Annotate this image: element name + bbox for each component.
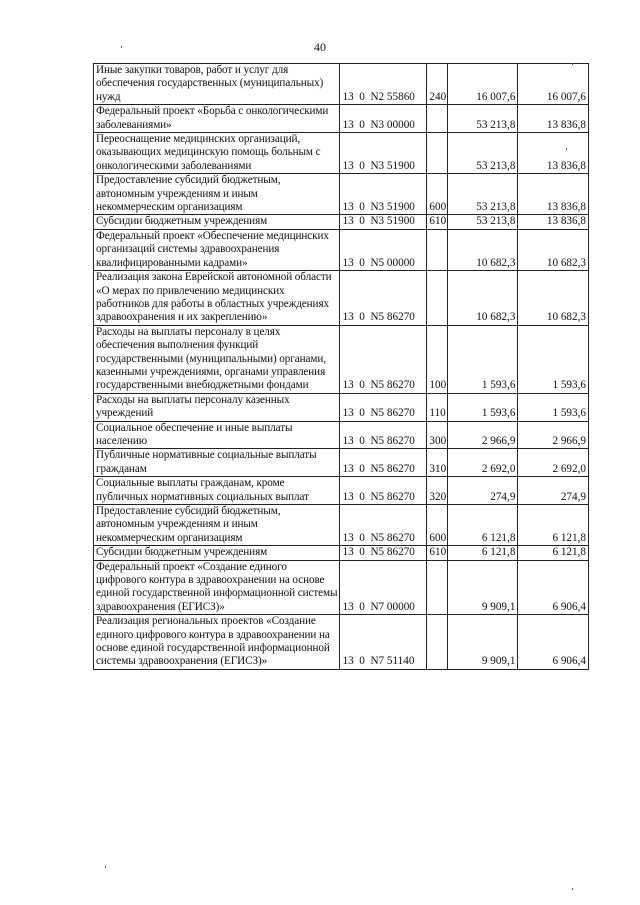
row-amount-2: 6 906,4 <box>518 560 589 615</box>
table-row <box>94 560 589 615</box>
row-amount-1: 10 682,3 <box>447 271 518 326</box>
row-amount-1: 1 593,6 <box>447 325 518 393</box>
row-amount-1: 53 213,8 <box>447 133 518 174</box>
row-code: 13 0 N5 86270 <box>340 477 427 505</box>
table-row <box>94 271 589 326</box>
row-name: Иные закупки товаров, работ и услуг для обеспечения государственных (муниципальных) нужд <box>94 64 340 105</box>
row-name: Федеральный проект «Борьба с онкологическими заболеваниями» <box>94 105 340 133</box>
row-code: 13 0 N3 51900 <box>340 174 427 215</box>
row-code: 13 0 N5 86270 <box>340 449 427 477</box>
row-code: 13 0 N5 86270 <box>340 325 427 393</box>
row-code: 13 0 N5 86270 <box>340 393 427 421</box>
row-expense-type: 320 <box>427 477 447 505</box>
row-expense-type <box>427 560 447 615</box>
row-name: Федеральный проект «Создание единого цифрового контура в здравоохранении на основе единой государственной информационной системы здравоохранения (ЕГИСЗ)» <box>94 560 340 615</box>
row-amount-1: 274,9 <box>447 477 518 505</box>
row-name: Переоснащение медицинских организаций, оказывающих медицинскую помощь больным с онкологическими заболеваниями <box>94 133 340 174</box>
row-code: 13 0 N5 86270 <box>340 546 427 560</box>
table-row <box>94 449 589 477</box>
row-name: Предоставление субсидий бюджетным, автономным учреждениям и иным некоммерческим организациям <box>94 505 340 546</box>
row-amount-1: 2 692,0 <box>447 449 518 477</box>
row-expense-type: 240 <box>427 64 447 105</box>
row-name: Расходы на выплаты персоналу в целях обеспечения выполнения функций государственными (муниципальными) органами, казенными учреждениями, органами управления государственными внебюджетными фондами <box>94 325 340 393</box>
table-row <box>94 64 589 105</box>
table-row <box>94 229 589 270</box>
row-amount-1: 2 966,9 <box>447 421 518 449</box>
scan-speck <box>572 888 573 890</box>
row-expense-type: 600 <box>427 505 447 546</box>
row-name: Федеральный проект «Обеспечение медицинских организаций системы здравоохранения квалифицированными кадрами» <box>94 229 340 270</box>
row-expense-type <box>427 105 447 133</box>
row-expense-type: 600 <box>427 174 447 215</box>
table-row <box>94 105 589 133</box>
row-name: Предоставление субсидий бюджетным, автономным учреждениям и иным некоммерческим организациям <box>94 174 340 215</box>
table-row <box>94 174 589 215</box>
row-name: Расходы на выплаты персоналу казенных учреждений <box>94 393 340 421</box>
row-amount-1: 6 121,8 <box>447 546 518 560</box>
row-expense-type: 110 <box>427 393 447 421</box>
row-name: Субсидии бюджетным учреждениям <box>94 546 340 560</box>
row-expense-type: 610 <box>427 546 447 560</box>
row-name: Субсидии бюджетным учреждениям <box>94 215 340 229</box>
row-name: Социальное обеспечение и иные выплаты населению <box>94 421 340 449</box>
row-code: 13 0 N3 00000 <box>340 105 427 133</box>
table-row <box>94 546 589 560</box>
table-row <box>94 325 589 393</box>
row-expense-type: 300 <box>427 421 447 449</box>
row-amount-1: 53 213,8 <box>447 215 518 229</box>
row-amount-2: 13 836,8 <box>518 215 589 229</box>
row-amount-2: 2 966,9 <box>518 421 589 449</box>
table-row <box>94 505 589 546</box>
row-code: 13 0 N7 51140 <box>340 615 427 670</box>
row-amount-1: 53 213,8 <box>447 174 518 215</box>
row-code: 13 0 N5 86270 <box>340 421 427 449</box>
table-row <box>94 393 589 421</box>
row-amount-1: 9 909,1 <box>447 615 518 670</box>
row-amount-2: 6 121,8 <box>518 546 589 560</box>
budget-table <box>93 63 589 670</box>
table-row <box>94 477 589 505</box>
row-amount-2: 10 682,3 <box>518 229 589 270</box>
scan-speck <box>566 148 567 150</box>
scan-speck <box>572 63 573 65</box>
row-amount-2: 6 121,8 <box>518 505 589 546</box>
row-expense-type <box>427 229 447 270</box>
table-body <box>94 64 589 670</box>
row-amount-1: 9 909,1 <box>447 560 518 615</box>
row-expense-type <box>427 271 447 326</box>
row-expense-type: 100 <box>427 325 447 393</box>
row-name: Реализация региональных проектов «Создание единого цифрового контура в здравоохранении на основе единой государственной информационной системы здравоохранения (ЕГИСЗ)» <box>94 615 340 670</box>
table-row <box>94 215 589 229</box>
scan-speck <box>121 46 122 48</box>
row-code: 13 0 N3 51900 <box>340 133 427 174</box>
row-name: Публичные нормативные социальные выплаты гражданам <box>94 449 340 477</box>
row-amount-1: 6 121,8 <box>447 505 518 546</box>
row-code: 13 0 N3 51900 <box>340 215 427 229</box>
row-code: 13 0 N5 86270 <box>340 271 427 326</box>
row-amount-1: 1 593,6 <box>447 393 518 421</box>
page-number: 40 <box>314 40 326 54</box>
row-amount-2: 2 692,0 <box>518 449 589 477</box>
row-expense-type <box>427 615 447 670</box>
table-row <box>94 133 589 174</box>
row-amount-2: 1 593,6 <box>518 325 589 393</box>
row-code: 13 0 N2 55860 <box>340 64 427 105</box>
row-amount-2: 10 682,3 <box>518 271 589 326</box>
row-name: Социальные выплаты гражданам, кроме публичных нормативных социальных выплат <box>94 477 340 505</box>
row-expense-type <box>427 133 447 174</box>
row-amount-2: 274,9 <box>518 477 589 505</box>
row-code: 13 0 N5 86270 <box>340 505 427 546</box>
table-row <box>94 421 589 449</box>
row-expense-type: 610 <box>427 215 447 229</box>
row-name: Реализация закона Еврейской автономной области «О мерах по привлечению медицинских работников для работы в областных учреждениях здравоохранения и их закреплению» <box>94 271 340 326</box>
row-amount-1: 16 007,6 <box>447 64 518 105</box>
row-expense-type: 310 <box>427 449 447 477</box>
row-amount-1: 53 213,8 <box>447 105 518 133</box>
row-amount-2: 1 593,6 <box>518 393 589 421</box>
row-amount-2: 13 836,8 <box>518 174 589 215</box>
row-amount-2: 6 906,4 <box>518 615 589 670</box>
row-amount-1: 10 682,3 <box>447 229 518 270</box>
table-row <box>94 615 589 670</box>
row-code: 13 0 N5 00000 <box>340 229 427 270</box>
row-code: 13 0 N7 00000 <box>340 560 427 615</box>
row-amount-2: 16 007,6 <box>518 64 589 105</box>
row-amount-2: 13 836,8 <box>518 133 589 174</box>
scan-speck <box>105 866 106 868</box>
row-amount-2: 13 836,8 <box>518 105 589 133</box>
